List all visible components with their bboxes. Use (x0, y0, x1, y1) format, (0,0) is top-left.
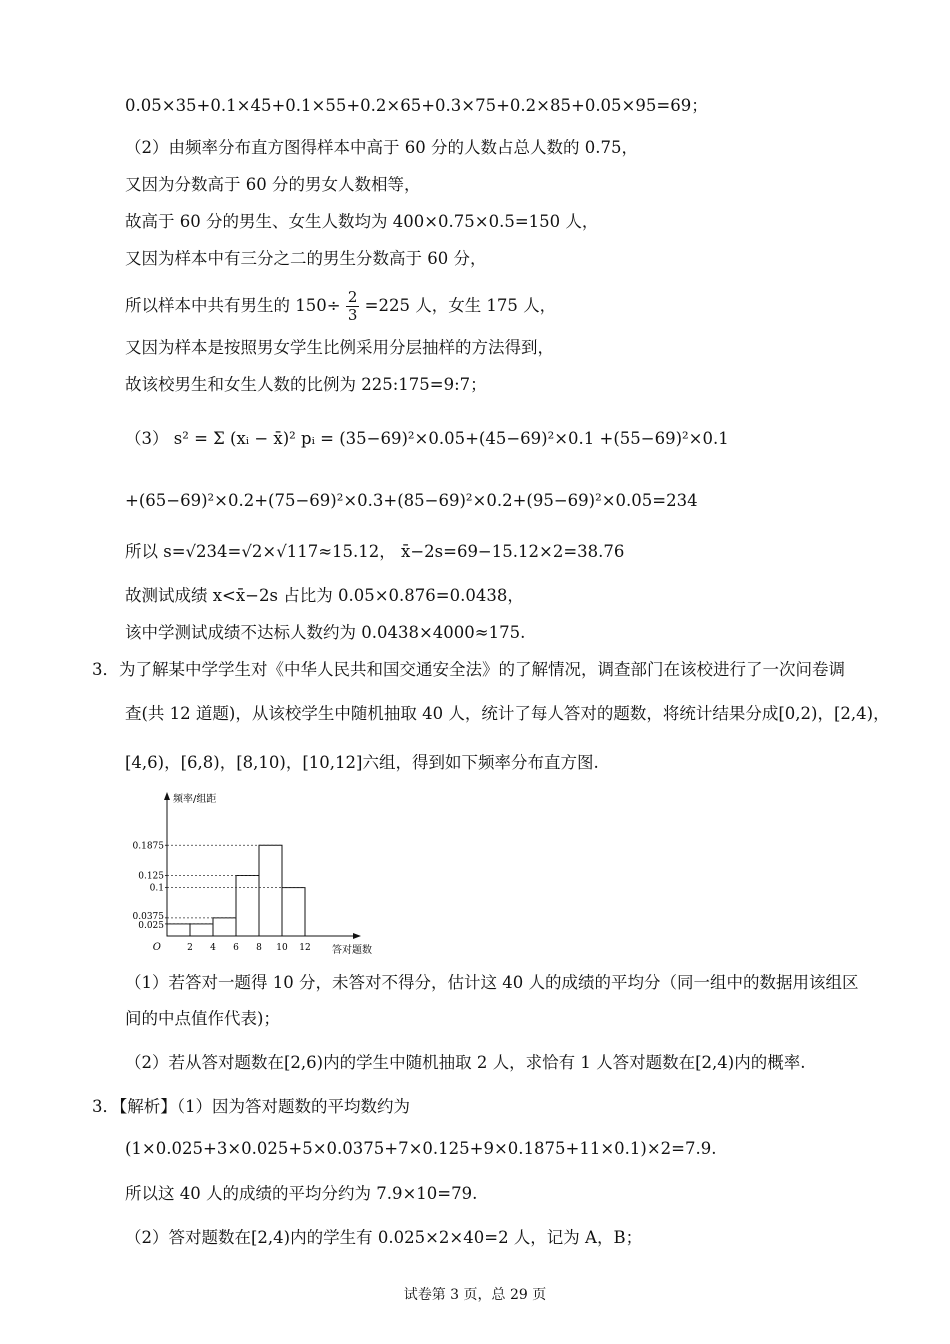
solution-line: （2）答对题数在[2,4)内的学生有 0.025×2×40=2 人，记为 A，B； (125, 1228, 643, 1247)
text-line: （2）由频率分布直方图得样本中高于 60 分的人数占总人数的 0.75， (125, 138, 638, 157)
fraction-denominator: 3 (347, 306, 358, 324)
fraction (346, 289, 360, 324)
text-line-with-fraction (125, 289, 556, 324)
question-part-1: 间的中点值作代表)； (125, 1009, 280, 1028)
variance-formula-line: +(65−69)²×0.2+(75−69)²×0.3+(85−69)²×0.2+(95−69)²×0.05=234 (125, 491, 698, 510)
text-line: 该中学测试成绩不达标人数约为 0.0438×4000≈175. (125, 623, 526, 642)
frequency-histogram (125, 790, 395, 960)
question-3-line: 查(共 12 道题)，从该校学生中随机抽取 40 人，统计了每人答对的题数，将统计结果分成[0,2)，[2,4)， (125, 704, 890, 723)
x-tick-label: 8 (256, 943, 262, 953)
y-axis-arrow (164, 792, 170, 800)
calc-mean-line: 0.05×35+0.1×45+0.1×55+0.2×65+0.3×75+0.2×85+0.05×95=69； (125, 96, 708, 115)
x-axis-title: 答对题数 (332, 945, 372, 956)
x-tick-label: 2 (187, 943, 193, 953)
question-part-2: （2）若从答对题数在[2,6)内的学生中随机抽取 2 人，求恰有 1 人答对题数在[2,4)内的概率. (125, 1053, 806, 1072)
x-axis-arrow (353, 933, 361, 939)
y-tick-label: 0.1875 (132, 841, 164, 852)
y-axis-title: 频率/组距 (173, 794, 217, 805)
histogram-bar (259, 845, 282, 936)
solution-heading: 3．【解析】（1）因为答对题数的平均数约为 (92, 1097, 410, 1116)
question-3-line: 3．为了解某中学学生对《中华人民共和国交通安全法》的了解情况，调查部门在该校进行了一次问卷调 (92, 660, 845, 679)
x-tick-label: 4 (210, 943, 216, 953)
text-segment: =225 人，女生 175 人， (364, 296, 557, 315)
histogram-bar (236, 876, 259, 937)
question-3-line: [4,6)，[6,8)，[8,10)，[10,12]六组，得到如下频率分布直方图. (125, 753, 599, 772)
solution-line: (1×0.025+3×0.025+5×0.0375+7×0.125+9×0.1875+11×0.1)×2=7.9. (125, 1139, 717, 1158)
histogram-bar (190, 924, 213, 936)
solution-line: 所以这 40 人的成绩的平均分约为 7.9×10=79. (125, 1184, 478, 1203)
text-line: 故高于 60 分的男生、女生人数均为 400×0.75×0.5=150 人， (125, 212, 599, 231)
y-tick-label: 0.025 (138, 920, 164, 931)
text-line: 又因为样本是按照男女学生比例采用分层抽样的方法得到， (125, 338, 554, 357)
y-tick-label: 0.125 (138, 871, 164, 882)
text-line: 又因为样本中有三分之二的男生分数高于 60 分， (125, 249, 487, 268)
text-line: 故测试成绩 x<x̄−2s 占比为 0.05×0.876=0.0438， (125, 586, 524, 605)
variance-formula-line: （3） s² = Σ (xᵢ − x̄)² pᵢ = (35−69)²×0.05+(45−69)²×0.1 +(55−69)²×0.1 (125, 429, 729, 448)
text-line: 故该校男生和女生人数的比例为 225:175=9:7； (125, 375, 487, 394)
text-line: 所以 s=√234=√2×√117≈15.12， x̄−2s=69−15.12×2=38.76 (125, 542, 625, 561)
origin-label: O (152, 942, 161, 953)
histogram-bar (213, 918, 236, 936)
page-footer: 试卷第 3 页，总 29 页 (403, 1287, 547, 1303)
y-tick-label: 0.0375 (132, 911, 164, 922)
x-tick-label: 6 (233, 943, 239, 953)
text-segment: 所以样本中共有男生的 150÷ (125, 296, 341, 315)
y-tick-label: 0.1 (149, 883, 164, 894)
question-part-1: （1）若答对一题得 10 分，未答对不得分，估计这 40 人的成绩的平均分（同一组中的数据用该组区 (125, 973, 859, 992)
histogram-bar (282, 888, 305, 936)
fraction-numerator: 2 (347, 288, 358, 306)
text-line: 又因为分数高于 60 分的男女人数相等， (125, 175, 421, 194)
histogram-bar (167, 924, 190, 936)
x-tick-label: 12 (299, 943, 311, 953)
x-tick-label: 10 (276, 943, 288, 953)
